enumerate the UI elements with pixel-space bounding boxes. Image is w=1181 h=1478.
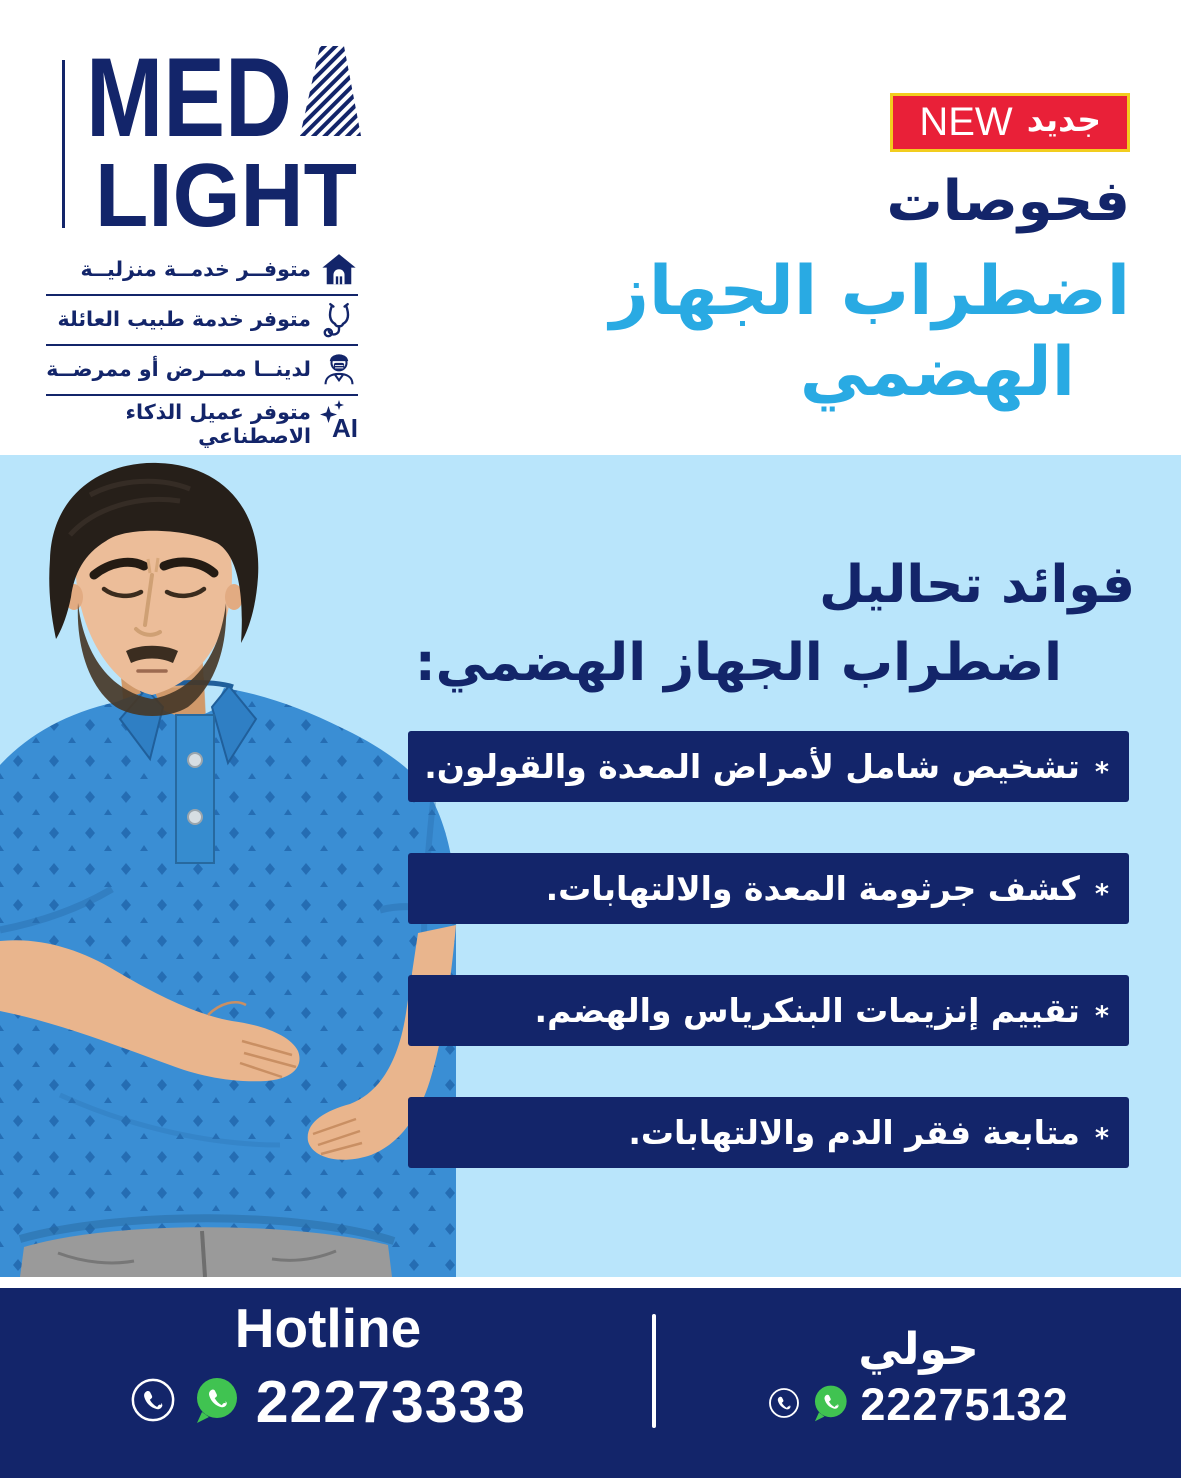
logo-text-light: LIGHT xyxy=(95,146,358,231)
title-line-3: الهضمي xyxy=(799,332,1075,412)
benefit-item xyxy=(408,853,1129,924)
hero-section xyxy=(0,455,1181,1277)
service-row-family-doctor xyxy=(46,294,358,344)
new-badge xyxy=(890,93,1130,152)
home-icon xyxy=(320,251,358,289)
nurse-icon xyxy=(320,351,358,389)
benefits-heading-line-2: اضطراب الجهاز الهضمي: xyxy=(414,633,1062,693)
bullet-asterisk: * xyxy=(1094,879,1109,910)
whatsapp-icon xyxy=(192,1376,240,1428)
footer-bar xyxy=(0,1288,1181,1478)
medlight-logo xyxy=(84,46,364,231)
new-badge-english: NEW xyxy=(919,100,1013,144)
whatsapp-icon xyxy=(811,1384,849,1426)
benefit-item xyxy=(408,731,1129,802)
benefit-item xyxy=(408,975,1129,1046)
service-label: متوفر عميل الذكاء الاصطناعي xyxy=(125,400,311,448)
services-list xyxy=(46,246,358,453)
service-label: متوفر خدمة طبيب العائلة xyxy=(57,307,311,332)
benefit-text: تشخيص شامل لأمراض المعدة والقولون. xyxy=(424,747,1080,786)
bullet-asterisk: * xyxy=(1094,1123,1109,1154)
service-row-ai-agent xyxy=(46,394,358,453)
branch-name: حولي xyxy=(858,1324,979,1375)
benefit-text: تقييم إنزيمات البنكرياس والهضم. xyxy=(534,991,1080,1030)
hotline-label: Hotline xyxy=(234,1297,422,1359)
benefit-text: متابعة فقر الدم والالتهابات. xyxy=(628,1113,1080,1152)
service-row-nurse xyxy=(46,344,358,394)
bullet-asterisk: * xyxy=(1094,1001,1109,1032)
phone-icon xyxy=(130,1377,176,1427)
page-title xyxy=(610,170,1130,413)
logo-text-med: MED xyxy=(86,46,292,160)
benefit-text: كشف جرثومة المعدة والالتهابات. xyxy=(545,869,1080,908)
bullet-asterisk: * xyxy=(1094,757,1109,788)
ai-icon-text: AI xyxy=(332,412,358,443)
stethoscope-icon xyxy=(320,301,358,339)
new-badge-arabic: جديد xyxy=(1026,100,1101,139)
ai-icon xyxy=(320,406,358,444)
branch-number: 22275132 xyxy=(860,1379,1069,1430)
service-label: لدينــا ممــرض أو ممرضــة xyxy=(46,357,311,382)
service-label: متوفــر خدمــة منزليــة xyxy=(80,257,311,282)
phone-icon xyxy=(768,1387,800,1423)
service-row-home xyxy=(46,246,358,294)
benefits-heading-line-1: فوائد تحاليل xyxy=(819,555,1135,615)
patient-photo xyxy=(0,455,460,1277)
title-line-2: اضطراب الجهاز xyxy=(609,252,1130,332)
title-line-1: فحوصات xyxy=(886,169,1130,234)
hotline-number: 22273333 xyxy=(255,1369,527,1435)
logo-vertical-line xyxy=(62,60,65,228)
benefit-item xyxy=(408,1097,1129,1168)
flask-icon xyxy=(300,46,361,136)
hotline-block xyxy=(0,1288,656,1436)
branch-block xyxy=(656,1288,1181,1431)
